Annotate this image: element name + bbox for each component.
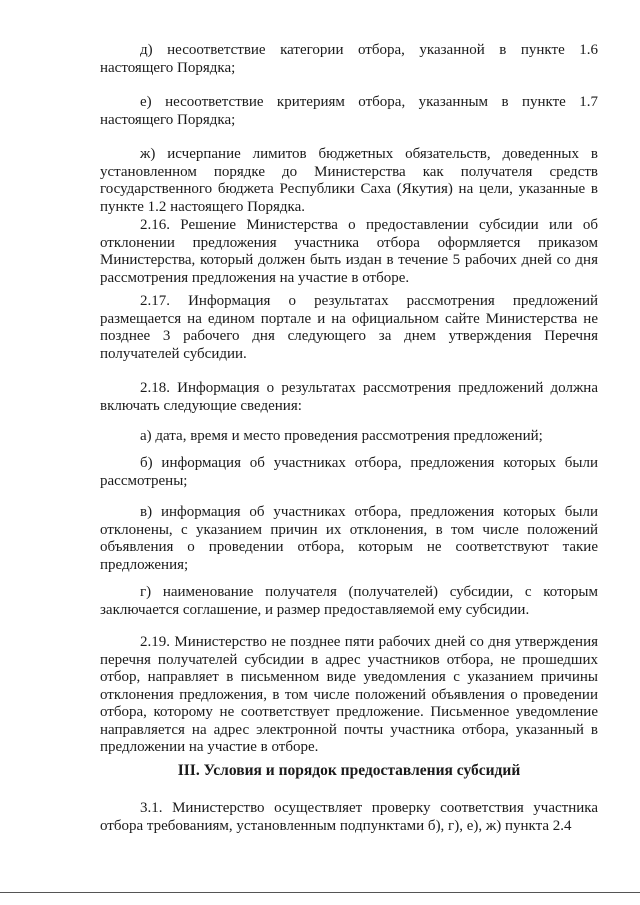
paragraph-2-17: 2.17. Информация о результатах рассмотрения предложений размещается на едином портале и на официальном сайте Министерства не позднее 3 рабочего дня следующего за днем утверждения Перечня получателей субсидии.	[100, 293, 598, 362]
section-heading: III. Условия и порядок предоставления субсидий	[177, 762, 521, 779]
paragraph-item-b: б) информация об участниках отбора, предложения которых были рассмотрены;	[100, 455, 598, 489]
paragraph-2-16: 2.16. Решение Министерства о предоставлении субсидии или об отклонении предложения участника отбора оформляется приказом Министерства, который должен быть издан в течение 5 рабочих дней со дня рассмотрения предложения на участие в отборе.	[100, 217, 598, 286]
paragraph-3-1: 3.1. Министерство осуществляет проверку соответствия участника отбора требованиям, установленным подпунктами б), г), е), ж) пункта 2.4	[100, 800, 598, 834]
paragraph-item-d: д) несоответствие категории отбора, указанной в пункте 1.6 настоящего Порядка;	[100, 42, 598, 76]
paragraph-item-v: в) информация об участниках отбора, предложения которых были отклонены, с указанием причин их отклонения, в том числе положений объявления о проведении отбора, которым не соответствуют такие предложения;	[100, 504, 598, 573]
paragraph-2-18: 2.18. Информация о результатах рассмотрения предложений должна включать следующие сведения:	[100, 380, 598, 414]
paragraph-item-e: е) несоответствие критериям отбора, указанным в пункте 1.7 настоящего Порядка;	[100, 94, 598, 128]
page-bottom-rule	[0, 892, 640, 893]
paragraph-item-zh: ж) исчерпание лимитов бюджетных обязательств, доведенных в установленном порядке до Министерства как получателя средств государственного бюджета Республики Саха (Якутия) на цели, указанные в пункте 1.2 настоящего Порядка.	[100, 146, 598, 215]
paragraph-item-g: г) наименование получателя (получателей) субсидии, с которым заключается соглашение, и размер предоставляемой ему субсидии.	[100, 584, 598, 618]
paragraph-2-19: 2.19. Министерство не позднее пяти рабочих дней со дня утверждения перечня получателей субсидии в адрес участников отбора, не прошедших отбор, направляет в письменном виде уведомления с указанием причины отклонения предложения, в том числе положений объявления о проведении отбора, которому не соответствует предложение. Письменное уведомление направляется на адрес электронной почты участника отбора, указанный в предложении на участие в отборе.	[100, 634, 598, 755]
paragraph-item-a: а) дата, время и место проведения рассмотрения предложений;	[140, 428, 543, 444]
